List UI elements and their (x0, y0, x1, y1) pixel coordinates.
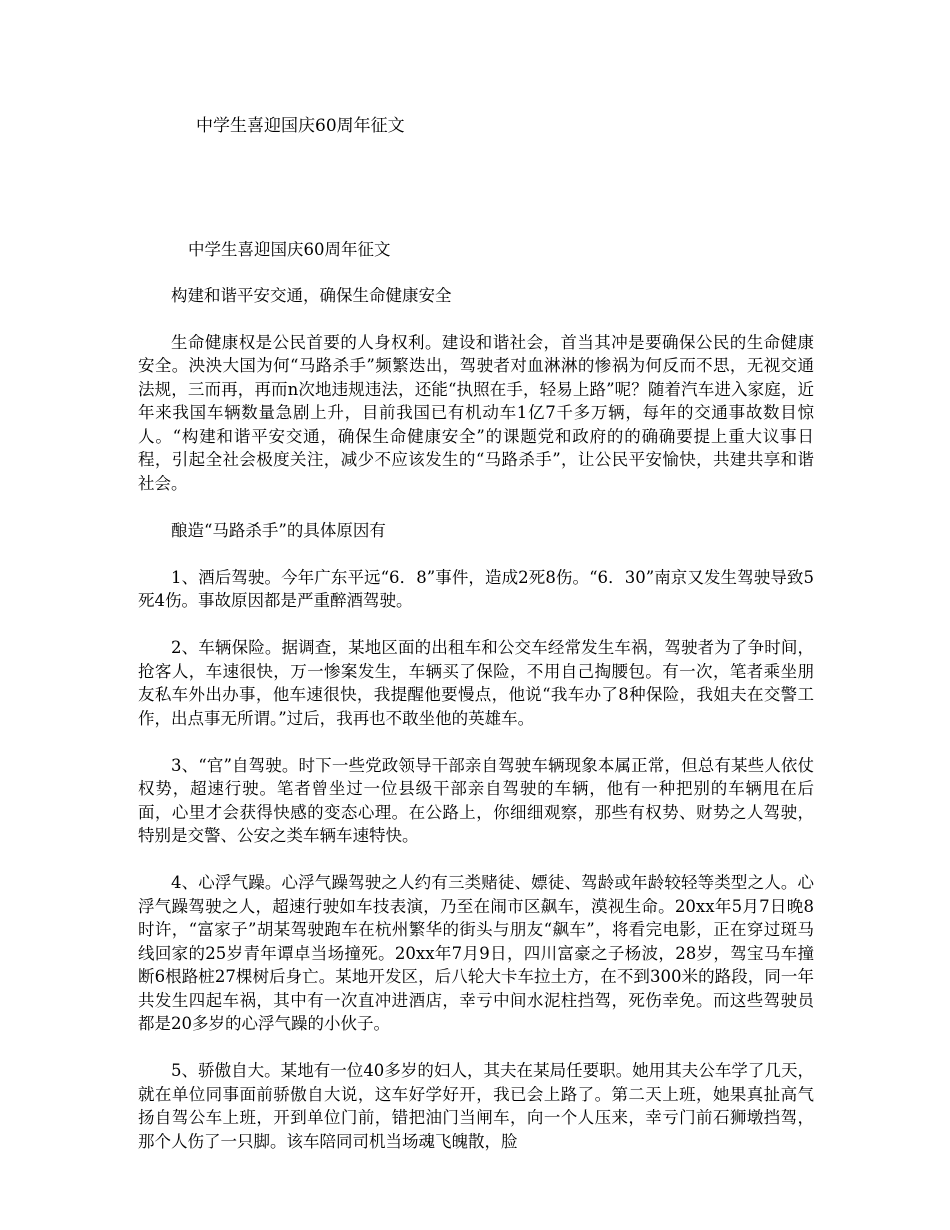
paragraph-cause-3: 3、“官”自驾驶。时下一些党政领导干部亲自驾驶车辆现象本属正常，但总有某些人依仗权势，超速行驶。笔者曾坐过一位县级干部亲自驾驶的车辆，他有一种把别的车辆甩在后面，心里才会获得快感的变态心理。在公路上，你细细观察，那些有权势、财势之人驾驶，特别是交警、公安之类车辆车速特快。 (138, 755, 814, 845)
article-subtitle: 构建和谐平安交通，确保生命健康安全 (171, 285, 452, 305)
paragraph-intro: 生命健康权是公民首要的人身权利。建设和谐社会，首当其冲是要确保公民的生命健康安全。泱泱大国为何“马路杀手”频繁迭出，驾驶者对血淋淋的惨祸为何反而不思，无视交通法规，三而再，再而n次地违规违法，还能“执照在手，轻易上路”呢？随着汽车进入家庭，近年来我国车辆数量急剧上升，目前我国已有机动车1亿7千多万辆，每年的交通事故数目惊人。“构建和谐平安交通，确保生命健康安全”的课题党和政府的的确确要提上重大议事日程，引起全社会极度关注，减少不应该发生的“马路杀手”，让公民平安愉快，共建共享和谐社会。 (138, 332, 814, 493)
paragraph-causes-heading: 酿造“马路杀手”的具体原因有 (171, 520, 386, 540)
document-header-title: 中学生喜迎国庆60周年征文 (196, 116, 405, 136)
paragraph-cause-1: 1、酒后驾驶。今年广东平远“6．8”事件，造成2死8伤。“6．30”南京又发生驾驶导致5死4伤。事故原因都是严重醉酒驾驶。 (138, 567, 814, 610)
paragraph-cause-2: 2、车辆保险。据调查，某地区面的出租车和公交车经常发生车祸，驾驶者为了争时间，抢客人，车速很快，万一惨案发生，车辆买了保险，不用自己掏腰包。有一次，笔者乘坐朋友私车外出办事，他车速很快，我提醒他要慢点，他说“我车办了8种保险，我姐夫在交警工作，出点事无所谓。”过后，我再也不敢坐他的英雄车。 (138, 638, 814, 728)
article-title: 中学生喜迎国庆60周年征文 (188, 240, 391, 259)
paragraph-cause-5: 5、骄傲自大。某地有一位40多岁的妇人，其夫在某局任要职。她用其夫公车学了几天，就在单位同事面前骄傲自大说，这车好学好开，我已会上路了。第二天上班，她果真扯高气扬自驾公车上班，开到单位门前，错把油门当闸车，向一个人压来，幸亏门前石狮墩挡驾，那个人伤了一只脚。该车陪同司机当场魂飞魄散，脸 (138, 1061, 814, 1151)
paragraph-cause-4: 4、心浮气躁。心浮气躁驾驶之人约有三类赌徒、嫖徒、驾龄或年龄较轻等类型之人。心浮气躁驾驶之人，超速行驶如车技表演，乃至在闹市区飙车，漠视生命。20xx年5月7日晚8时许，“富家子”胡某驾驶跑车在杭州繁华的街头与朋友“飙车”，将看完电影，正在穿过斑马线回家的25岁青年谭卓当场撞死。20xx年7月9日，四川富豪之子杨波，28岁，驾宝马车撞断6根路桩27棵树后身亡。某地开发区，后八轮大卡车拉土方，在不到300米的路段，同一年共发生四起车祸，其中有一次直冲进酒店，幸亏中间水泥柱挡驾，死伤幸免。而这些驾驶员都是20多岁的心浮气躁的小伙子。 (138, 873, 814, 1033)
article-body (138, 238, 814, 1177)
